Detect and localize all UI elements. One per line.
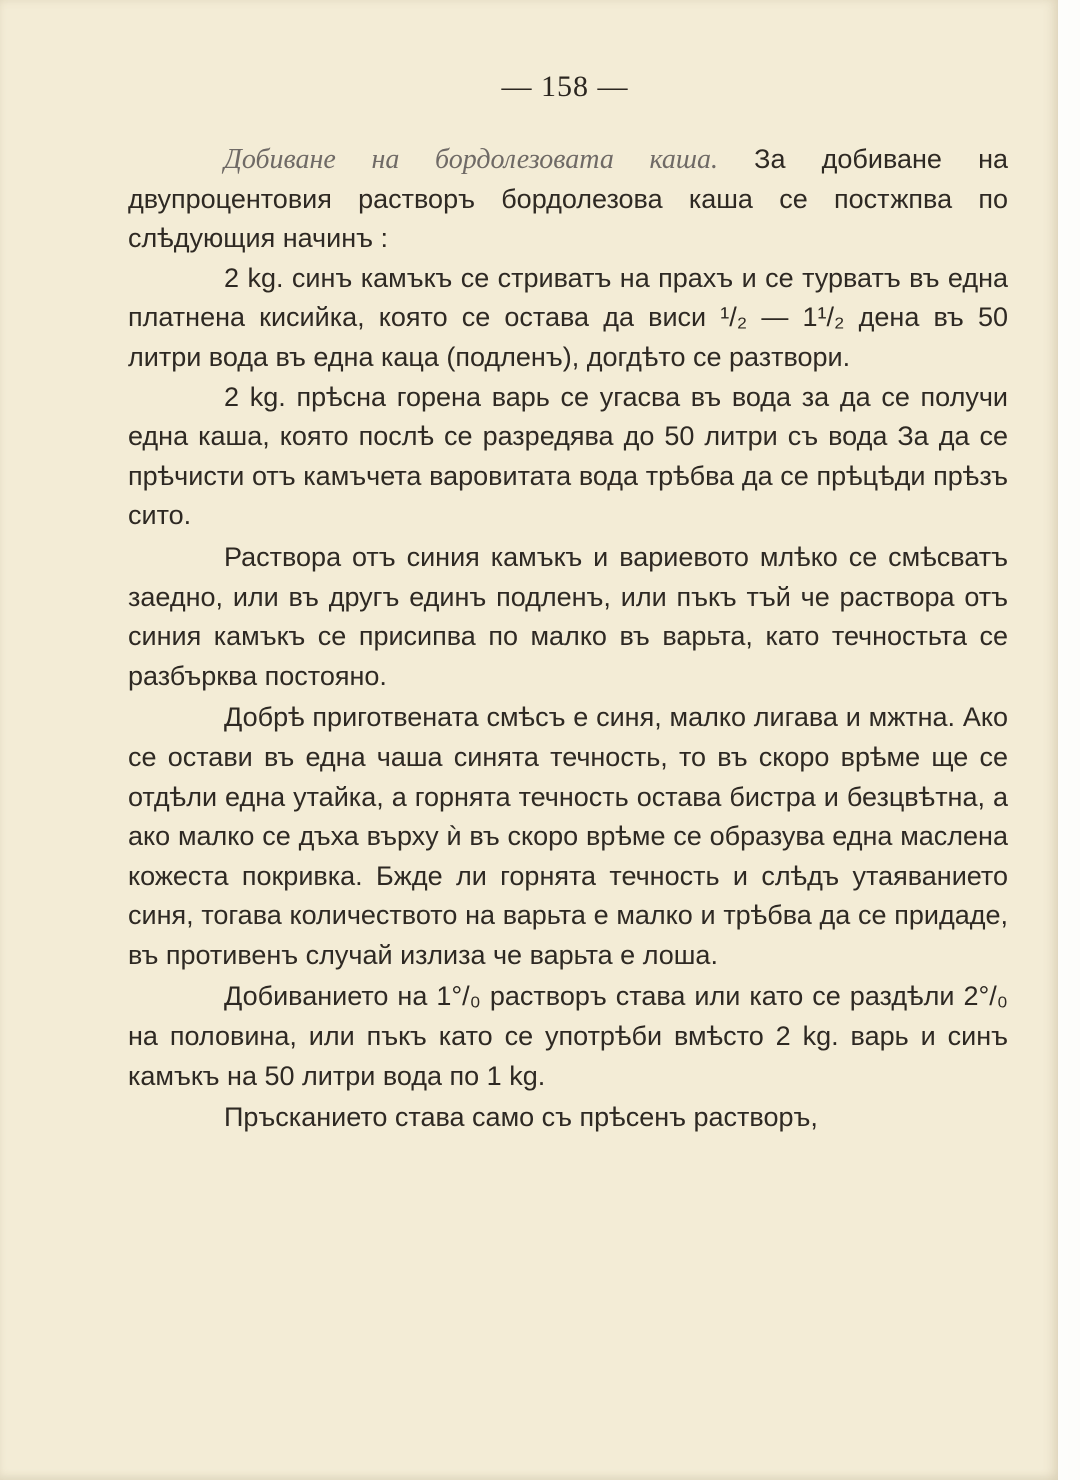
paragraph-1-text: За добиване на двупроцентовия растворъ бордолезова каша се постжпва по слѣдующия начинъ : [128,144,1008,254]
paragraph-4: Раствора отъ синия камъкъ и вариевото млѣко се смѣсватъ заедно, или въ другъ единъ подленъ, или пъкъ тъй че раствора отъ синия камъкъ се присипва по малко въ варьта, като течностьта се разбърква постояно. [128,541,1008,691]
paragraph-5: Добрѣ приготвената смѣсъ е синя, малко лигава и мжтна. Ако се остави въ една чаша синята течность, то въ скоро врѣме ще се отдѣли една утайка, а горнята течность остава бистра и безцвѣтна, а ако малко се дъха върху ѝ въ скоро врѣме се образува една маслена кожеста покривка. Бжде ли горнята течность и слѣдъ утаяванието синя, тогава количеството на варьта е малко и трѣбва да се придаде, въ противенъ случай излиза че варьта е лоша. [128,702,1008,970]
fraction-half-1: ¹/₂ [720,302,748,333]
paragraph-3: 2 kg. прѣсна горена варь се угасва въ вода за да се получи една каша, която послѣ се разредява до 50 литри съ вода За да се прѣчисти отъ камъчета варовитата вода трѣбва да се прѣцѣди прѣзъ сито. [128,381,1008,531]
paragraph-2 [128,259,1008,378]
section-heading: Добиване на бордолезовата каша. [224,144,719,175]
paragraph-7: Пръсканието става само съ прѣсенъ растворъ, [224,1102,818,1133]
paragraph-6: Добиванието на 1°/₀ растворъ става или като се раздѣли 2°/₀ на половина, или пъкъ като се употрѣби вмѣсто 2 kg. варь и синъ камъкъ на 50 литри вода по 1 kg. [128,981,1008,1091]
scan-margin [1058,0,1080,1480]
paragraph-1 [128,140,1008,259]
page-number: — 158 — [501,70,629,103]
paragraph-2-text-b: — 1 [747,302,818,333]
paragraph-2-text-c: дена въ 50 литри вода въ една каца (подленъ), догдѣто се разтвори. [128,302,1008,372]
paragraph-2-text-a: 2 kg. синъ камъкъ се стриватъ на прахъ и се турватъ въ една платнена кисийка, която се остава да виси [128,262,1008,333]
fraction-half-2: ¹/₂ [817,302,845,333]
body-text [128,140,1008,1138]
